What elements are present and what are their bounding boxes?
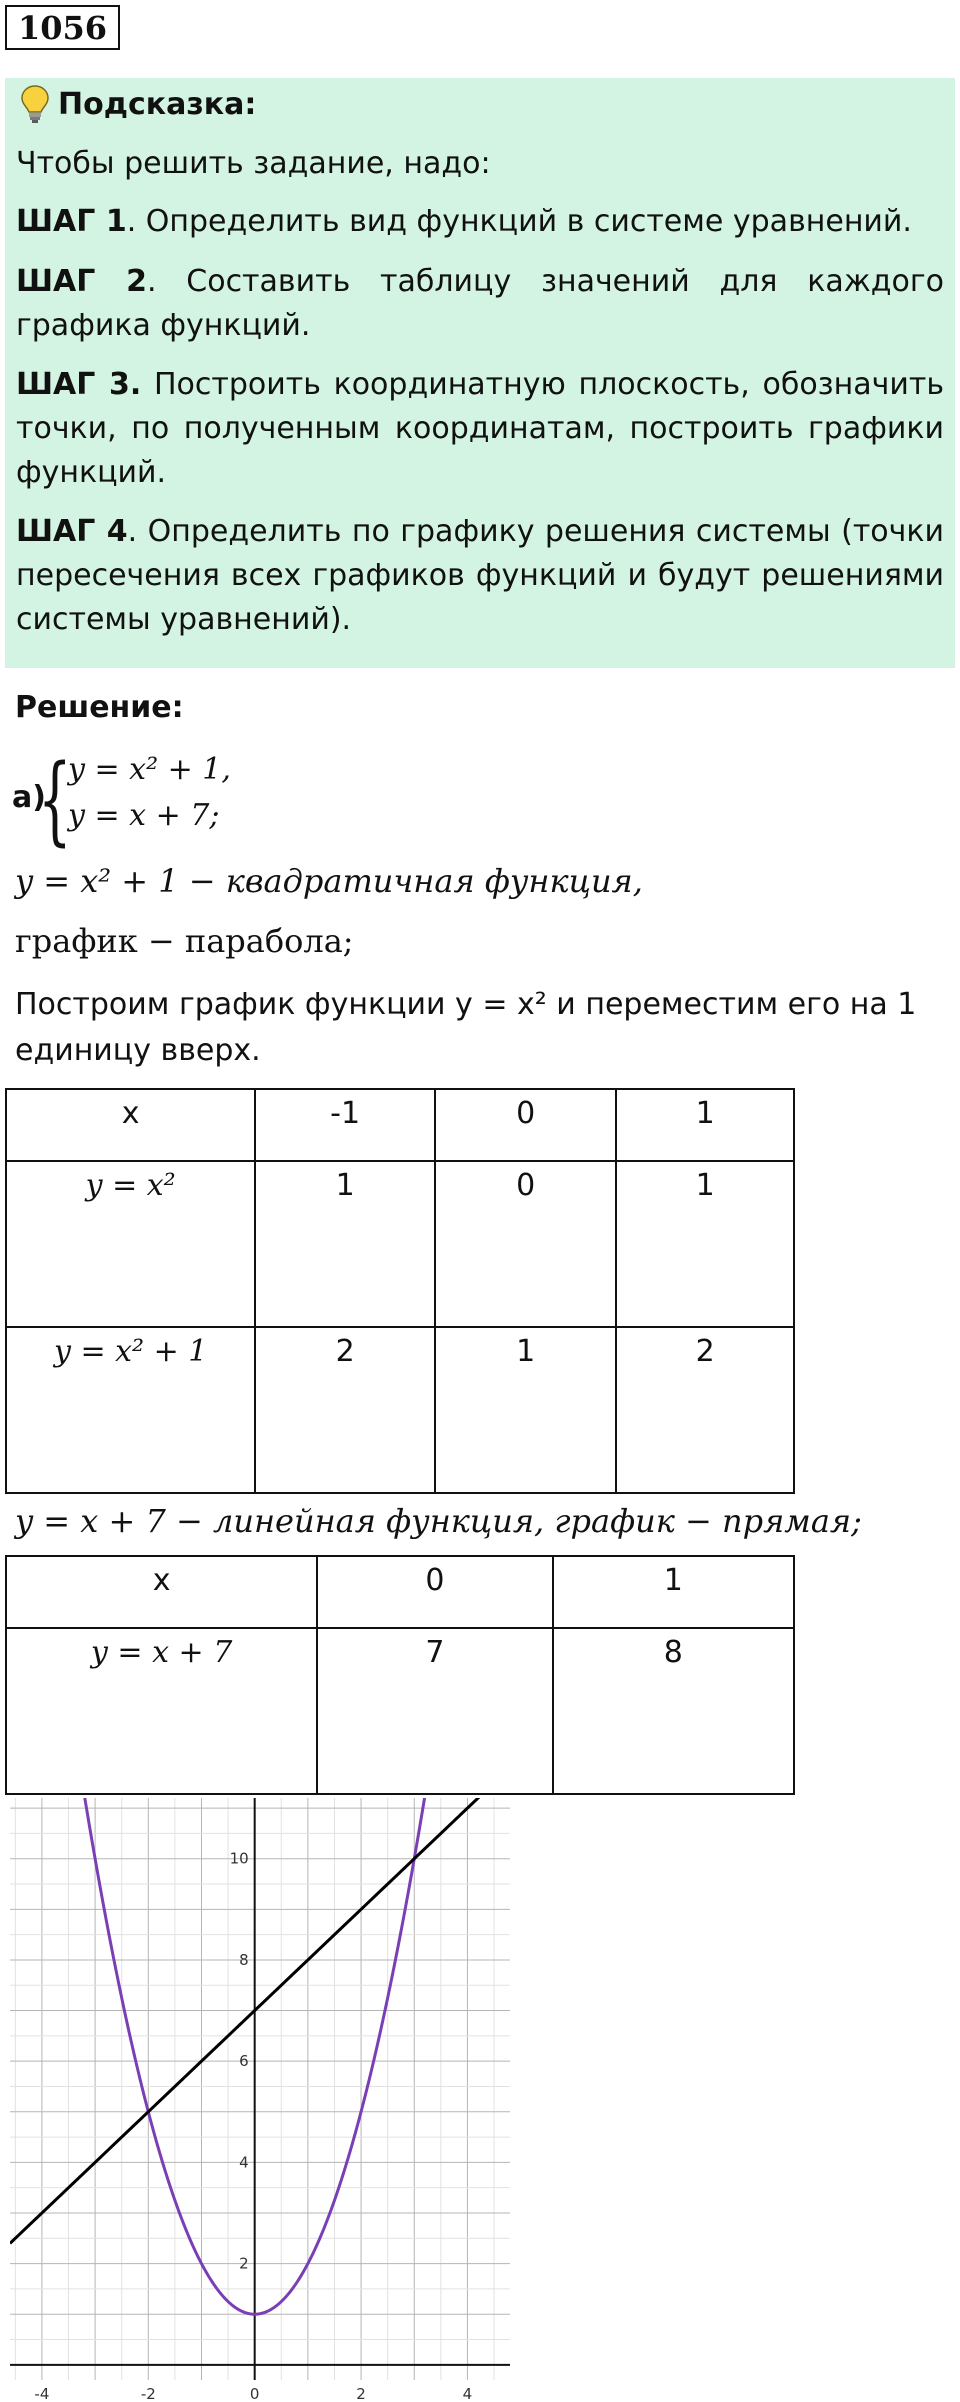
construction-paragraph: Построим график функции y = x² и переместим его на 1 единицу вверх. xyxy=(15,987,917,1068)
table-cell: 1 xyxy=(435,1327,617,1493)
graph-type-line: график − парабола; xyxy=(15,922,354,960)
x-tick-label: -4 xyxy=(34,2385,50,2402)
hint-step-4 xyxy=(16,510,944,642)
table-cell: 2 xyxy=(255,1327,435,1493)
hint-title-row xyxy=(20,84,256,124)
part-label: а) xyxy=(12,780,46,815)
table-row xyxy=(6,1628,794,1794)
y-tick-label: 8 xyxy=(239,1950,249,1969)
function-graph xyxy=(10,1798,510,2402)
step-label: ШАГ 2 xyxy=(16,264,147,299)
table-cell: 7 xyxy=(317,1628,552,1794)
hint-step-1 xyxy=(16,200,944,244)
system-equation-1: y = x² + 1, xyxy=(68,752,231,787)
table-cell: 1 xyxy=(616,1161,794,1327)
table-row xyxy=(6,1327,794,1493)
step-label: ШАГ 4 xyxy=(16,514,128,549)
linear-function-line: y = x + 7 − линейная функция, график − прямая; xyxy=(15,1502,862,1540)
x-tick-label: 0 xyxy=(249,2385,260,2402)
x-tick-label: 4 xyxy=(462,2385,473,2402)
hint-step-3 xyxy=(16,363,944,495)
step-label: ШАГ 1 xyxy=(16,204,127,239)
x-tick-label: -2 xyxy=(140,2385,156,2402)
table-cell: y = x² xyxy=(6,1161,255,1327)
table-row xyxy=(6,1161,794,1327)
hint-box xyxy=(5,78,955,668)
task-number: 1056 xyxy=(5,5,120,50)
table-row xyxy=(6,1089,794,1161)
table-cell: 1 xyxy=(553,1556,794,1628)
hint-step-2 xyxy=(16,260,944,348)
y-tick-label: 6 xyxy=(239,2052,249,2071)
table-cell: 1 xyxy=(616,1089,794,1161)
step-text: . Определить вид функций в системе уравнений. xyxy=(126,204,912,239)
function-type-line: y = x² + 1 − квадратичная функция, xyxy=(15,862,643,900)
lightbulb-icon xyxy=(20,84,50,124)
x-tick-label: 2 xyxy=(356,2385,366,2402)
table-cell: 0 xyxy=(317,1556,552,1628)
step-text: . Составить таблицу значений для каждого графика функций. xyxy=(16,264,944,343)
y-tick-label: 10 xyxy=(229,1849,249,1868)
table-cell: 0 xyxy=(435,1089,617,1161)
step-label: ШАГ 3. xyxy=(16,367,142,402)
solution-title: Решение: xyxy=(15,690,184,725)
chart-background xyxy=(10,1798,510,2402)
hint-intro: Чтобы решить задание, надо: xyxy=(16,146,491,181)
table-cell: 2 xyxy=(616,1327,794,1493)
hint-title: Подсказка: xyxy=(58,86,257,122)
table-cell: y = x + 7 xyxy=(6,1628,317,1794)
system-brace: { xyxy=(38,744,72,856)
y-tick-label: 2 xyxy=(239,2254,249,2273)
table-cell: 8 xyxy=(553,1628,794,1794)
table-cell: -1 xyxy=(255,1089,435,1161)
table-cell: x xyxy=(6,1089,255,1161)
step-text: Построить координатную плоскость, обозначить точки, по полученным координатам, построить графики функций. xyxy=(16,367,945,490)
table-cell: y = x² + 1 xyxy=(6,1327,255,1493)
step-text: . Определить по графику решения системы (точки пересечения всех графиков функций и будут решениями системы уравнений). xyxy=(16,514,944,637)
table-cell: 1 xyxy=(255,1161,435,1327)
values-table-parabola xyxy=(5,1088,795,1494)
y-tick-label: 4 xyxy=(239,2153,249,2172)
values-table-line xyxy=(5,1555,795,1795)
table-cell: x xyxy=(6,1556,317,1628)
table-row xyxy=(6,1556,794,1628)
table-cell: 0 xyxy=(435,1161,617,1327)
system-equation-2: y = x + 7; xyxy=(68,798,220,833)
